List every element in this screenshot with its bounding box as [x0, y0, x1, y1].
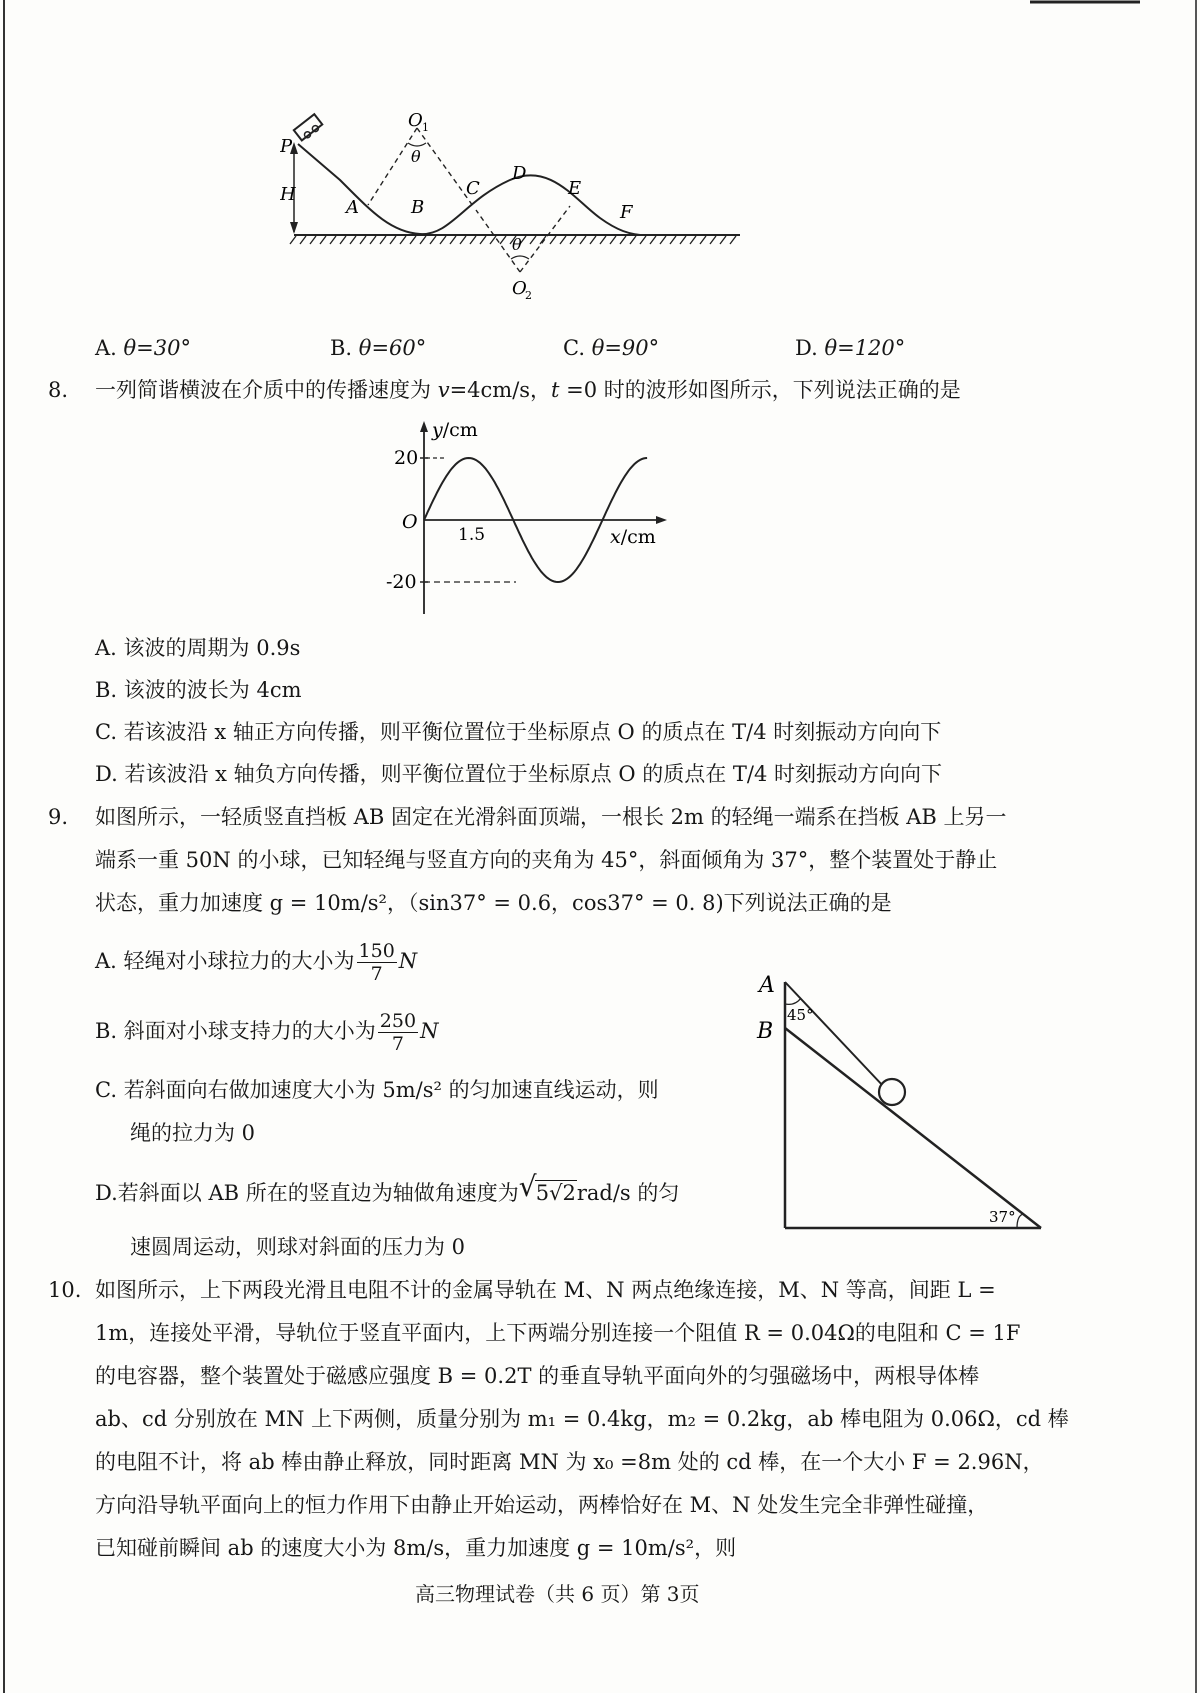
q7-option-d: D. θ=120°	[795, 336, 906, 360]
q10-number: 10.	[48, 1278, 82, 1302]
q7-option-c: C. θ=90°	[563, 336, 660, 360]
q10-line-2: 1m，连接处平滑，导轨位于竖直平面内，上下两端分别连接一个阻值 R = 0.04Ω的电阻和 C = 1F	[95, 1321, 1021, 1345]
q9-option-d-line-2: 速圆周运动，则球对斜面的压力为 0	[130, 1235, 466, 1259]
label-e: E	[568, 178, 582, 199]
radius-o1-right	[417, 128, 473, 206]
ytick-neg20: -20	[386, 571, 417, 593]
track-figure	[280, 110, 740, 320]
q8-stem: 一列简谐横波在介质中的传播速度为 v=4cm/s，t =0 时的波形如图所示，下列说法正确的是	[95, 378, 961, 402]
radius-o1-left	[368, 128, 417, 205]
label-a: A	[346, 197, 359, 218]
label-c: C	[466, 178, 480, 199]
incline-line	[785, 1028, 1041, 1228]
q9-option-a: A. 轻绳对小球拉力的大小为 $\frac{150}{7}$ N	[95, 940, 418, 985]
ball	[879, 1079, 905, 1105]
radius-o2-right	[520, 206, 570, 272]
label-p: P	[280, 136, 293, 157]
q10-line-7: 已知碰前瞬间 ab 的速度大小为 8m/s，重力加速度 g = 10m/s²，则	[95, 1536, 737, 1560]
label-theta-2: θ	[512, 235, 522, 254]
block-icon	[294, 114, 324, 142]
q8-option-c: C. 若该波沿 x 轴正方向传播，则平衡位置位于坐标原点 O 的质点在 T/4 时刻振动方向向下	[95, 720, 942, 744]
label-theta-1: θ	[411, 147, 421, 166]
q7-option-a: A. θ=30°	[95, 336, 191, 360]
q8-option-a: A. 该波的周期为 0.9s	[95, 636, 301, 660]
angle-45-label: 45°	[787, 1006, 814, 1024]
wave-chart	[360, 418, 680, 618]
label-b: B	[757, 1019, 774, 1044]
label-o1: O	[408, 110, 423, 131]
sqrt-expression: √ 5√2	[518, 1170, 576, 1205]
label-o2: O	[512, 278, 527, 299]
label-a: A	[759, 973, 775, 998]
q8-option-d: D. 若该波沿 x 轴负方向传播，则平衡位置位于坐标原点 O 的质点在 T/4 时刻振动方向向下	[95, 762, 943, 786]
q9-number: 9.	[48, 805, 69, 829]
label-f: F	[620, 202, 633, 223]
y-axis-label: y/cm	[432, 419, 478, 441]
q7-option-b: B. θ=60°	[330, 336, 427, 360]
q8-number: 8.	[48, 378, 69, 402]
label-h: H	[280, 184, 296, 205]
q10-line-3: 的电容器，整个装置处于磁感应强度 B = 0.2T 的垂直导轨平面向外的匀强磁场中，两根导体棒	[95, 1364, 980, 1388]
x-axis-label: x/cm	[610, 526, 656, 548]
page-footer: 高三物理试卷（共 6 页）第 3页	[415, 1582, 700, 1606]
q10-line-5: 的电阻不计，将 ab 棒由静止释放，同时距离 MN 为 x₀ =8m 处的 cd 棒，在一个大小 F = 2.96N，	[95, 1450, 1044, 1474]
q9-stem-line-3: 状态，重力加速度 g = 10m/s²，（sin37° = 0.6，cos37° = 0. 8)下列说法正确的是	[95, 891, 892, 915]
q9-stem-line-2: 端系一重 50N 的小球，已知轻绳与竖直方向的夹角为 45°，斜面倾角为 37°，整个装置处于静止	[95, 848, 998, 872]
ytick-20: 20	[394, 447, 419, 469]
q10-line-1: 如图所示，上下两段光滑且电阻不计的金属导轨在 M、N 两点绝缘连接，M、N 等高，间距 L =	[95, 1278, 996, 1302]
q9-option-b: B. 斜面对小球支持力的大小为 $\frac{250}{7}$ N	[95, 1010, 439, 1055]
q9-stem-line-1: 如图所示，一轻质竖直挡板 AB 固定在光滑斜面顶端，一根长 2m 的轻绳一端系在挡板 AB 上另一	[95, 805, 1007, 829]
angle-37-label: 37°	[989, 1208, 1016, 1226]
label-o2-sub: 2	[525, 289, 532, 302]
incline-figure	[745, 970, 1045, 1232]
xtick-1-5: 1.5	[458, 525, 486, 545]
q9-option-c-line-1: C. 若斜面向右做加速度大小为 5m/s² 的匀加速直线运动，则	[95, 1078, 659, 1102]
q10-line-4: ab、cd 分别放在 MN 上下两侧，质量分别为 m₁ = 0.4kg，m₂ = 0.2kg，ab 棒电阻为 0.06Ω，cd 棒	[95, 1407, 1069, 1431]
label-d: D	[512, 163, 527, 184]
q9-option-c-line-2: 绳的拉力为 0	[130, 1121, 256, 1145]
q9-option-d-line-1: D.若斜面以 AB 所在的竖直边为轴做角速度为 √ 5√2rad/s 的匀	[95, 1178, 679, 1208]
label-b: B	[411, 197, 425, 218]
q8-option-b: B. 该波的波长为 4cm	[95, 678, 302, 702]
q10-line-6: 方向沿导轨平面向上的恒力作用下由静止开始运动，两棒恰好在 M、N 处发生完全非弹性碰撞，	[95, 1493, 989, 1517]
rope-line	[785, 982, 885, 1088]
origin-label: O	[402, 511, 418, 533]
label-o1-sub: 1	[422, 121, 429, 134]
